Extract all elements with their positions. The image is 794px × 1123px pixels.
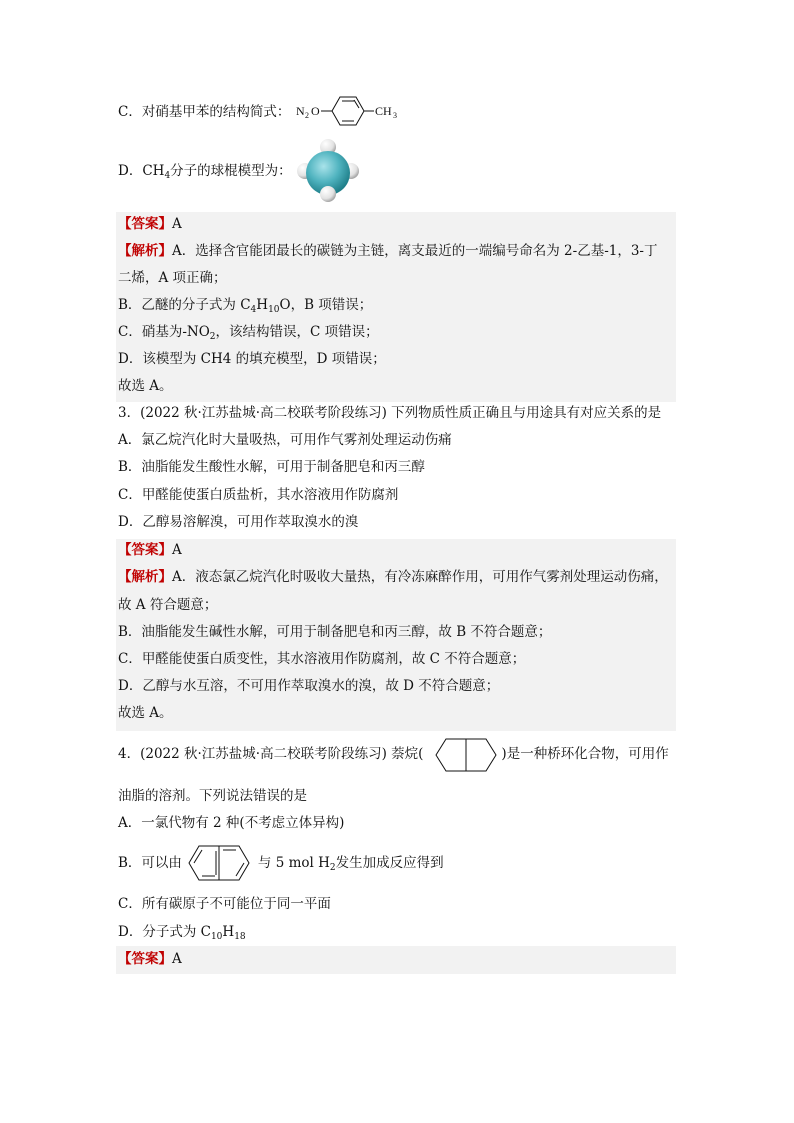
q3-option-c: C．甲醛能使蛋白质盐析，其水溶液用作防腐剂 xyxy=(118,487,399,503)
struct-ch-sub: 3 xyxy=(393,111,397,120)
q4-option-c: C．所有碳原子不可能位于同一平面 xyxy=(118,896,331,912)
h-atom-bottom xyxy=(320,186,336,202)
q3-analysis-b: B．油脂能发生碱性水解，可用于制备肥皂和丙三醇，故 B 不符合题意； xyxy=(118,624,552,640)
q3-analysis-c: C．甲醛能使蛋白质变性，其水溶液用作防腐剂，故 C 不符合题意； xyxy=(118,651,526,667)
q3-analysis-a2: 故 A 符合题意； xyxy=(118,597,218,613)
q2-analysis-a2: 二烯，A 项正确； xyxy=(118,270,227,286)
naphthalene-right-ring xyxy=(219,846,249,880)
q2-option-d: D．$CH_4$分子的球棍模型为： xyxy=(118,163,292,181)
q3-option-a: A．氯乙烷汽化时大量吸热，可用作气雾剂处理运动伤痛 xyxy=(118,432,452,448)
q4-option-d: D．分子式为 $C_{10}H_{18}$ xyxy=(118,924,246,942)
q2-analysis-d: D．该模型为 CH4 的填充模型，D 项错误； xyxy=(118,351,386,367)
naphthalene-left-ring xyxy=(189,846,219,880)
decalin-right-ring xyxy=(466,739,496,771)
q4-option-b: B．可以由 与 5 mol $H_2$发生加成反应得到 xyxy=(118,855,444,873)
q3-answer: 【答案】A xyxy=(118,542,182,558)
q2-conclusion: 故选 A。 xyxy=(118,378,173,394)
q3-analysis-a1: 【解析】A．液态氯乙烷汽化时吸收大量热，有冷冻麻醉作用，可用作气雾剂处理运动伤痛， xyxy=(118,569,668,585)
methane-ball-stick-model-icon xyxy=(296,137,360,203)
q4-option-a: A．一氯代物有 2 种(不考虑立体异构) xyxy=(118,815,345,831)
q3-option-b: B．油脂能发生酸性水解，可用于制备肥皂和丙三醇 xyxy=(118,459,425,475)
struct-o-label: O xyxy=(311,104,320,118)
q4-answer: 【答案】A xyxy=(118,951,182,967)
q4-stem-line2: 油脂的溶剂。下列说法错误的是 xyxy=(118,788,307,804)
struct-ch-label: CH xyxy=(375,104,392,118)
q2-analysis-c: C．硝基为$-NO_2$，该结构错误，C 项错误； xyxy=(118,324,379,342)
q3-option-d: D．乙醇易溶解溴，可用作萃取溴水的溴 xyxy=(118,514,359,530)
q3-stem: 3．(2022 秋·江苏盐城·高二校联考阶段练习) 下列物质性质正确且与用途具有对应关系的是 xyxy=(118,405,662,421)
q3-analysis-d: D．乙醇与水互溶，不可用作萃取溴水的溴，故 D 不符合题意； xyxy=(118,678,500,694)
struct-n-label: N xyxy=(296,104,305,118)
q2-analysis-b: B．乙醚的分子式为 $C_4H_{10}O$，B 项错误； xyxy=(118,297,373,315)
q3-conclusion: 故选 A。 xyxy=(118,705,173,721)
q2-option-c: C．对硝基甲苯的结构简式： xyxy=(118,104,291,120)
decalin-structure-icon xyxy=(428,736,506,774)
struct-n-sub: 2 xyxy=(305,111,309,120)
naphthalene-structure-icon xyxy=(183,841,259,885)
q2-answer: 【答案】A xyxy=(118,216,182,232)
p-nitrotoluene-structure-icon xyxy=(294,94,404,128)
q2-analysis-a1: 【解析】A．选择含官能团最长的碳链为主链，离支最近的一端编号命名为 2-乙基-1，3-丁 xyxy=(118,243,658,259)
q4-stem-line1: 4．(2022 秋·江苏盐城·高二校联考阶段练习) 萘烷( )是一种桥环化合物，可用作 xyxy=(118,746,669,762)
decalin-left-ring xyxy=(436,739,466,771)
